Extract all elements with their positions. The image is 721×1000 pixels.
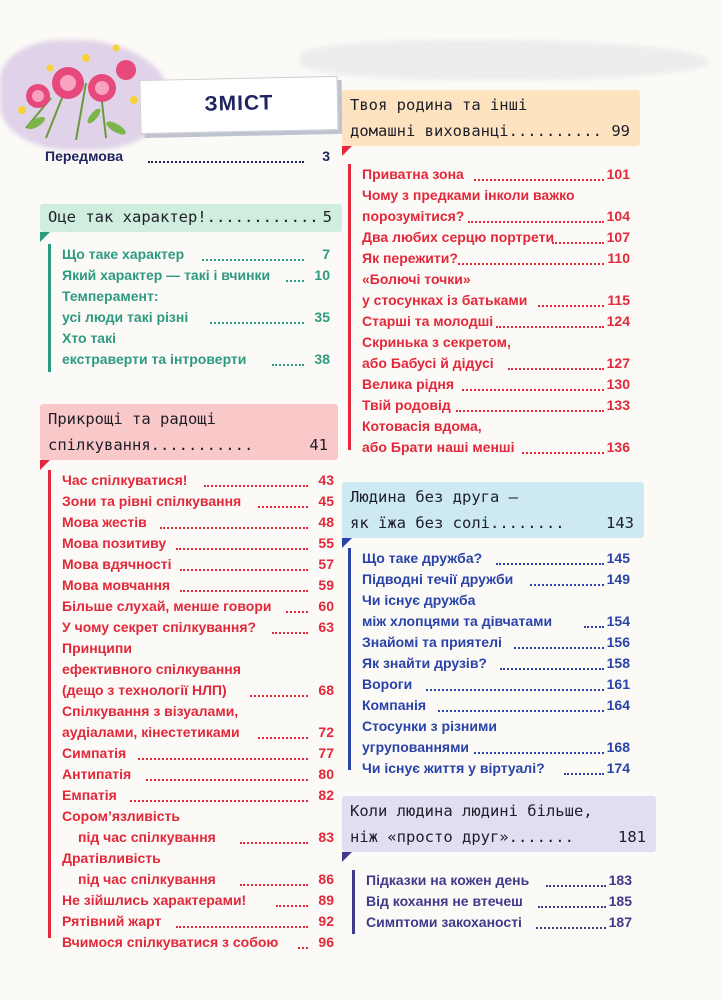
toc-entry[interactable]: Мова мовчання 59 [62,577,334,593]
toc-entry[interactable]: або Брати наші менші 136 [362,439,630,455]
toc-entry[interactable]: Старші та молодші 124 [362,313,630,329]
toc-entry[interactable]: Рятівний жарт 92 [62,913,334,929]
section-header-love[interactable] [342,796,656,852]
toc-entry[interactable]: Що таке дружба? 145 [362,550,630,566]
toc-entry-line: Чому з предками інколи важко [362,187,575,203]
toc-entry-line: Темперамент: [62,288,159,304]
toc-entry[interactable]: Який характер — такі і вчинки 10 [62,267,330,283]
section-entries-character [48,244,330,372]
toc-entry-line: Стосунки з різними [362,718,497,734]
section-page: 181 [618,828,646,846]
toc-entry[interactable]: Твій родовід 133 [362,397,630,413]
section-title-line: домашні вихованці [350,122,509,140]
toc-entry[interactable]: Емпатія 82 [62,787,334,803]
toc-entry[interactable]: Приватна зона 101 [362,166,630,182]
section-title-line: ніж «просто друг» [350,828,509,846]
toc-entry[interactable]: усі люди такі різні 35 [62,309,330,325]
section-entries-communication [48,470,334,950]
toc-entry[interactable]: Мова жестів 48 [62,514,334,530]
corner-triangle [40,460,50,470]
toc-entry[interactable]: Від кохання не втечеш 185 [366,893,632,909]
toc-entry-line: «Болючі точки» [362,271,471,287]
leader-dots [148,161,304,163]
toc-entry[interactable]: порозумітися? 104 [362,208,630,224]
leader-dots: .......... [508,122,602,140]
toc-entry[interactable]: Чи існує життя у віртуалі? 174 [362,760,630,776]
toc-entry[interactable]: Знайомі та приятелі 156 [362,634,630,650]
toc-entry[interactable]: під час спілкування 86 [78,871,334,887]
section-title-line: Твоя родина та інші [350,96,528,114]
toc-title: ЗМІСТ [204,91,274,116]
section-header-friendship[interactable] [342,482,644,538]
section-entries-love [352,870,632,934]
toc-entry[interactable]: Не зійшлись характерами! 89 [62,892,334,908]
toc-entry[interactable]: Два любих серцю портрети 107 [362,229,630,245]
section-title-line: Коли людина людині більше, [350,802,593,820]
toc-entry[interactable]: аудіалами, кінестетиками 72 [62,724,334,740]
section-title-line: як їжа без солі [350,514,490,532]
toc-entry-line: Спілкування з візуалами, [62,703,239,719]
leader-dots: ........ [489,514,565,532]
section-entries-friendship [348,548,630,776]
corner-triangle [40,232,50,242]
toc-entry-line: Хто такі [62,330,116,346]
flowers-decoration-icon [6,28,156,148]
toc-entry[interactable]: або Бабусі й дідусі 127 [362,355,630,371]
toc-entry[interactable]: Як пережити? 110 [362,250,630,266]
section-header-communication[interactable] [40,404,338,460]
toc-entry[interactable]: Антипатія 80 [62,766,334,782]
toc-entry[interactable]: Мова вдячності 57 [62,556,334,572]
toc-entry[interactable]: Підводні течії дружби 149 [362,571,630,587]
section-header-family[interactable] [342,90,640,146]
section-page: 41 [309,436,328,454]
toc-entry[interactable]: Більше слухай, менше говори 60 [62,598,334,614]
section-title-line: Людина без друга — [350,488,518,506]
section-title-line: Оце так характер! [48,208,207,226]
toc-entry[interactable]: угрупованнями 168 [362,739,630,755]
corner-triangle [342,538,352,548]
toc-entry-line: Сором’язливість [62,808,181,824]
toc-entry[interactable]: Симптоми закоханості 187 [366,914,632,930]
toc-entry[interactable]: між хлопцями та дівчатами 154 [362,613,630,629]
entry-title: Передмова [45,148,124,164]
toc-entry-line: ефективного спілкування [62,661,241,677]
section-entries-family [348,164,630,455]
toc-entry[interactable]: під час спілкування 83 [78,829,334,845]
entry-page: 3 [322,148,330,164]
toc-entry-line: Котовасія вдома, [362,418,482,434]
toc-entry[interactable]: Підказки на кожен день 183 [366,872,632,888]
leader-dots: ....... [508,828,574,846]
watercolor-wash-grey [300,40,710,80]
section-title-line: спілкування [48,436,151,454]
preface-entry[interactable] [45,144,330,168]
toc-entry[interactable]: Мова позитиву 55 [62,535,334,551]
toc-entry[interactable]: Як знайти друзів? 158 [362,655,630,671]
toc-entry[interactable]: Що таке характер 7 [62,246,330,262]
toc-entry[interactable]: екстраверти та інтроверти 38 [62,351,330,367]
toc-entry[interactable]: Симпатія 77 [62,745,334,761]
toc-entry[interactable]: Зони та рівні спілкування 45 [62,493,334,509]
section-page: 143 [606,514,634,532]
corner-triangle [342,852,352,862]
corner-triangle [342,146,352,156]
section-page: 5 [322,208,332,226]
toc-entry-line: Дратівливість [62,850,161,866]
toc-entry[interactable]: (дещо з технології НЛП) 68 [62,682,334,698]
toc-entry-line: Чи існує дружба [362,592,476,608]
leader-dots: ............ [206,208,319,226]
toc-entry-line: Скринька з секретом, [362,334,511,350]
toc-title-card [139,76,338,134]
toc-entry[interactable]: Велика рідня 130 [362,376,630,392]
toc-entry[interactable]: Вчимося спілкуватися з собою 96 [62,934,334,950]
section-title-line: Прикрощі та радощі [48,410,216,428]
section-header-character[interactable] [40,204,342,232]
leader-dots: ........... [150,436,254,454]
toc-entry[interactable]: Час спілкуватися! 43 [62,472,334,488]
section-page: 99 [611,122,630,140]
toc-entry-line: Принципи [62,640,132,656]
toc-entry[interactable]: Вороги 161 [362,676,630,692]
toc-entry[interactable]: Компанія 164 [362,697,630,713]
toc-entry[interactable]: У чому секрет спілкування? 63 [62,619,334,635]
toc-entry[interactable]: у стосунках із батьками 115 [362,292,630,308]
